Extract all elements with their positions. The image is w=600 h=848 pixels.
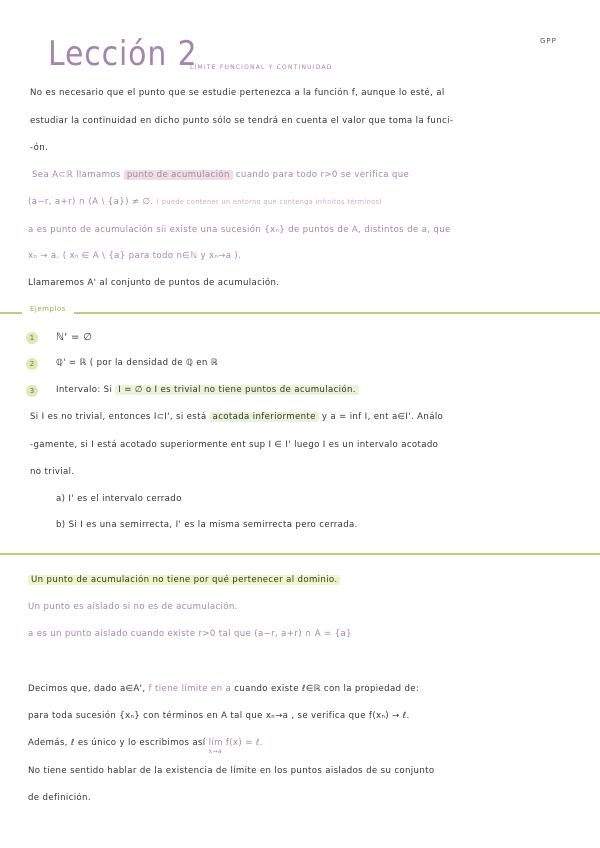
divider-left [0,312,22,314]
example-3-line [56,385,359,395]
limit-line-1 [28,684,419,694]
interval-line-1 [30,412,443,422]
accum-def-line [32,170,409,180]
isolated-line-2: Un punto es aislado si no es de acumulación. [28,602,238,612]
example-3-highlight: I = ∅ o I es trivial no tiene puntos de acumulación. [115,385,359,395]
example-3-badge: 3 [26,385,38,397]
limit-formula-subscript: x→a [208,748,222,755]
limit-line-5: de definición. [28,793,91,803]
example-2-text: ℚ' = ℝ ( por la densidad de ℚ en ℝ [56,358,218,368]
example-1-text: ℕ' = ∅ [56,332,93,343]
isolated-line-3: a es un punto aislado cuando existe r>0 tal que (a−r, a+r) ∩ A = {a} [28,629,352,639]
examples-label: Ejemplos [30,305,66,313]
intro-line-3: -ón. [30,143,49,153]
accum-set-line: Llamaremos A' al conjunto de puntos de acumulación. [28,278,280,288]
interval-line-2: -gamente, si I está acotado superiormente ent sup I ∈ I' luego I es un intervalo acotado [30,440,439,450]
limit-3-prefix: Además, ℓ es único y lo escribimos así [28,738,206,748]
limit-1-suffix: cuando existe ℓ∈ℝ con la propiedad de: [234,684,420,694]
limit-formula [208,738,263,755]
limit-line-2: para toda sucesión {xₙ} con términos en A tal que xₙ→a , se verifica que f(xₙ) → ℓ. [28,711,410,721]
interval-line-3: no trivial. [30,467,75,477]
example-3-prefix: Intervalo: Si [56,385,113,395]
accum-formula-line [28,197,382,207]
intro-line-1: No es necesario que el punto que se estudie pertenezca a la función f, aunque lo esté, al [30,88,445,98]
limit-1-prefix: Decimos que, dado a∈A', [28,684,146,694]
interval-sub-a: a) I' es el intervalo cerrado [56,494,182,504]
isolated-highlight: Un punto de acumulación no tiene por qué pertenecer al dominio. [28,575,340,585]
limit-line-3 [28,738,263,755]
section-divider [0,553,600,555]
accum-term: punto de acumulación [124,170,233,180]
limit-formula-text: lím f(x) = ℓ. [208,738,263,748]
isolated-line-1 [28,575,340,585]
accum-suffix: cuando para todo r>0 se verifica que [235,170,410,180]
accum-formula: (a−r, a+r) ∩ (A \ {a}) ≠ ∅. [28,197,154,207]
example-1-badge: 1 [26,332,38,344]
author-tag: GPP [540,37,557,45]
divider-right [74,312,600,314]
accum-prefix: Sea A⊂ℝ llamamos [32,170,121,180]
intro-line-2: estudiar la continuidad en dicho punto sólo se tendrá en cuenta el valor que toma la funci- [30,116,454,126]
limit-1-purple: f tiene límite en a [148,684,232,694]
interval-1-highlight: acotada inferiormente [210,412,319,422]
lesson-title: Lección 2 [48,34,198,74]
example-2-badge: 2 [26,358,38,370]
accum-note: ( puede contener un entorno que contenga infinitos términos) [156,198,383,206]
limit-line-4: No tiene sentido hablar de la existencia de límite en los puntos aislados de su conjunto [28,766,435,776]
accum-seq-line-1: a es punto de acumulación sii existe una sucesión {xₙ} de puntos de A, distintos de a, que [28,225,451,235]
interval-1-suffix: y a = inf I, ent a∈I'. Análo [321,412,444,422]
lesson-subtitle: LÍMITE FUNCIONAL Y CONTINUIDAD [190,64,333,71]
interval-1-prefix: Si I es no trivial, entonces I⊂I', si está [30,412,207,422]
interval-sub-b: b) Si I es una semirrecta, I' es la misma semirrecta pero cerrada. [56,520,358,530]
accum-seq-line-2: xₙ → a. ( xₙ ∈ A \ {a} para todo n∈ℕ y xₙ→a ). [28,251,242,261]
